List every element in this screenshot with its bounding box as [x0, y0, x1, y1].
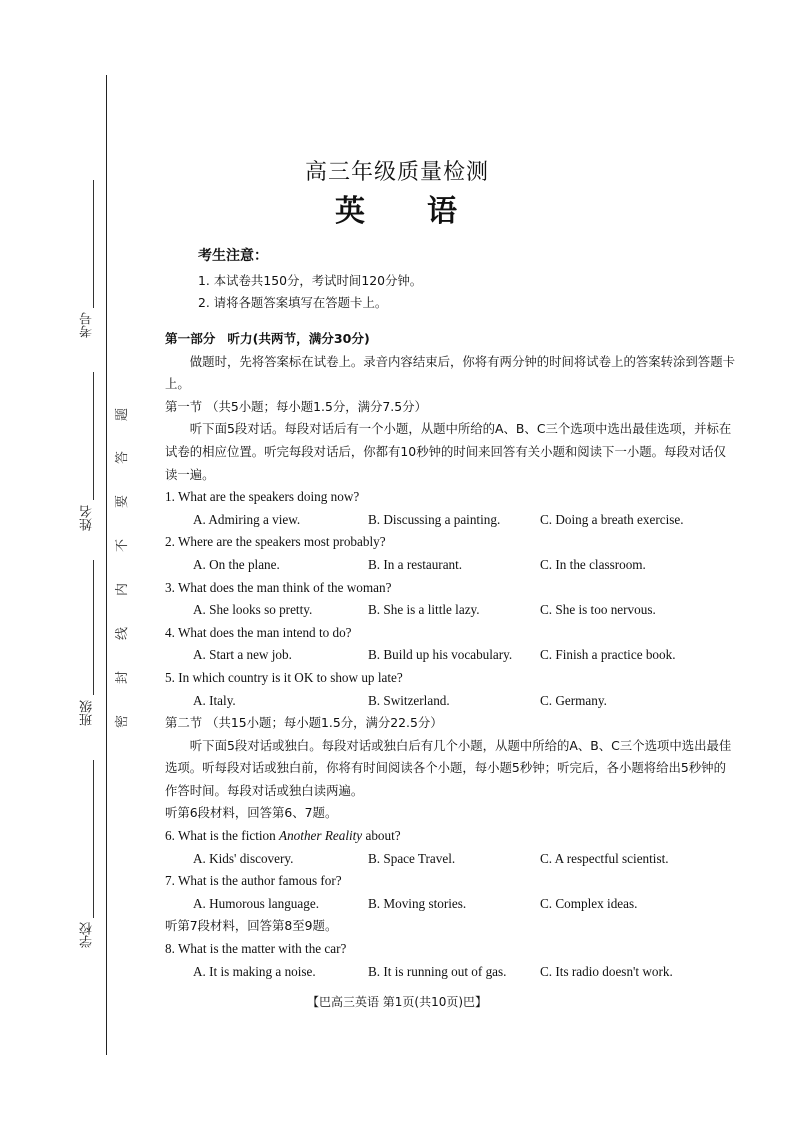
option-b: B. Build up his vocabulary. — [368, 647, 513, 663]
option-c: C. Germany. — [540, 692, 607, 708]
material-6-instruction: 听第6段材料，回答第6、7题。 — [165, 805, 338, 821]
exam-title: 高三年级质量检测 — [304, 160, 489, 185]
section2-intro: 听下面5段对话或独白。每段对话或独白后有几个小题，从题中所给的A、B、C三个选项中选出最佳选项。听每段对话或独白前，你将有时间阅读各个小题，每小题5秒钟；听完后，各小题将给出5秒钟的作答时间。每段对话或独白读两遍。 — [165, 737, 732, 798]
option-a: A. It is making a noise. — [193, 963, 316, 979]
page-footer: 【巴高三英语 第1页(共10页)巴】 — [306, 995, 488, 1009]
question-stem: 1. What are the speakers doing now? — [165, 489, 360, 505]
option-b: B. In a restaurant. — [368, 556, 463, 572]
seal-char: 答 — [115, 450, 131, 465]
name-underline — [93, 372, 94, 500]
question-stem: 5. In which country is it OK to show up late? — [165, 669, 403, 685]
question-stem: 7. What is the author famous for? — [165, 873, 342, 889]
part1-text: 听力(共两节，满分30分) — [227, 331, 370, 346]
section1-intro: 听下面5段对话。每段对话后有一个小题，从题中所给的A、B、C三个选项中选出最佳选项，并标在试卷的相应位置。听完每段对话后，你都有10秒钟的时间来回答有关小题和阅读下一小题。每段对话仅读一遍。 — [165, 421, 732, 482]
q6-fiction-title: Another Reality — [279, 828, 363, 844]
side-label-exam-number: 考号 — [80, 312, 95, 338]
seal-char: 不 — [115, 538, 131, 553]
question-options — [165, 848, 735, 871]
question-stem — [165, 825, 735, 848]
option-c: C. A respectful scientist. — [540, 850, 669, 866]
subject-char-left: 英 — [335, 194, 367, 229]
seal-char: 题 — [115, 407, 131, 422]
option-b: B. Space Travel. — [368, 850, 456, 866]
option-b: B. Moving stories. — [368, 895, 467, 911]
option-a: A. Humorous language. — [193, 895, 319, 911]
class-underline — [93, 560, 94, 695]
part1-intro: 做题时，先将答案标在试卷上。录音内容结束后，你将有两分钟的时间将试卷上的答案转涂到答题卡上。 — [165, 353, 735, 392]
subject-char-right: 语 — [427, 194, 459, 229]
q6-suffix: about? — [362, 828, 401, 844]
side-label-name: 姓名 — [80, 505, 95, 531]
question-stem: 2. Where are the speakers most probably? — [165, 534, 386, 550]
option-a: A. She looks so pretty. — [193, 602, 313, 618]
question-options — [165, 554, 735, 577]
option-a: A. Italy. — [193, 692, 236, 708]
notice-item: 2. 请将各题答案填写在答题卡上。 — [198, 295, 388, 310]
option-b: B. Switzerland. — [368, 692, 450, 708]
question-options — [165, 690, 735, 713]
question-options — [165, 961, 735, 984]
option-a: A. On the plane. — [193, 556, 280, 572]
question-stem: 8. What is the matter with the car? — [165, 941, 347, 957]
option-a: A. Start a new job. — [193, 647, 292, 663]
option-c: C. Doing a breath exercise. — [540, 511, 684, 527]
part1-label: 第一部分 — [165, 331, 216, 346]
option-c: C. Finish a practice book. — [540, 647, 676, 663]
section2-heading: 第二节 （共15小题；每小题1.5分，满分22.5分） — [165, 715, 443, 731]
section1-heading: 第一节 （共5小题；每小题1.5分，满分7.5分） — [165, 398, 427, 414]
q6-prefix: 6. What is the fiction — [165, 828, 280, 844]
question-options — [165, 644, 735, 667]
part1-heading — [165, 328, 735, 351]
option-a: A. Kids' discovery. — [193, 850, 294, 866]
material-7-instruction: 听第7段材料，回答第8至9题。 — [165, 918, 338, 934]
seal-char: 要 — [115, 494, 131, 509]
subject-title — [0, 186, 794, 230]
option-c: C. Its radio doesn't work. — [540, 963, 673, 979]
question-stem: 3. What does the man think of the woman? — [165, 579, 392, 595]
option-b: B. She is a little lazy. — [368, 602, 480, 618]
question-stem: 4. What does the man intend to do? — [165, 624, 352, 640]
question-options — [165, 599, 735, 622]
option-c: C. Complex ideas. — [540, 895, 638, 911]
option-a: A. Admiring a view. — [193, 511, 301, 527]
seal-char: 密 — [115, 714, 131, 729]
option-b: B. It is running out of gas. — [368, 963, 507, 979]
option-c: C. She is too nervous. — [540, 602, 656, 618]
notice-item: 1. 本试卷共150分，考试时间120分钟。 — [198, 273, 423, 288]
school-underline — [93, 760, 94, 918]
question-options — [165, 509, 735, 532]
question-options — [165, 893, 735, 916]
seal-char: 封 — [115, 670, 131, 685]
option-b: B. Discussing a painting. — [368, 511, 501, 527]
seal-char: 线 — [115, 626, 131, 641]
option-c: C. In the classroom. — [540, 556, 646, 572]
seal-char: 内 — [115, 582, 131, 597]
notice-heading: 考生注意： — [198, 248, 268, 264]
candidate-notice — [198, 245, 422, 315]
side-label-school: 学校 — [80, 922, 95, 948]
exam-content — [165, 328, 735, 983]
side-label-class: 班级 — [80, 700, 95, 726]
